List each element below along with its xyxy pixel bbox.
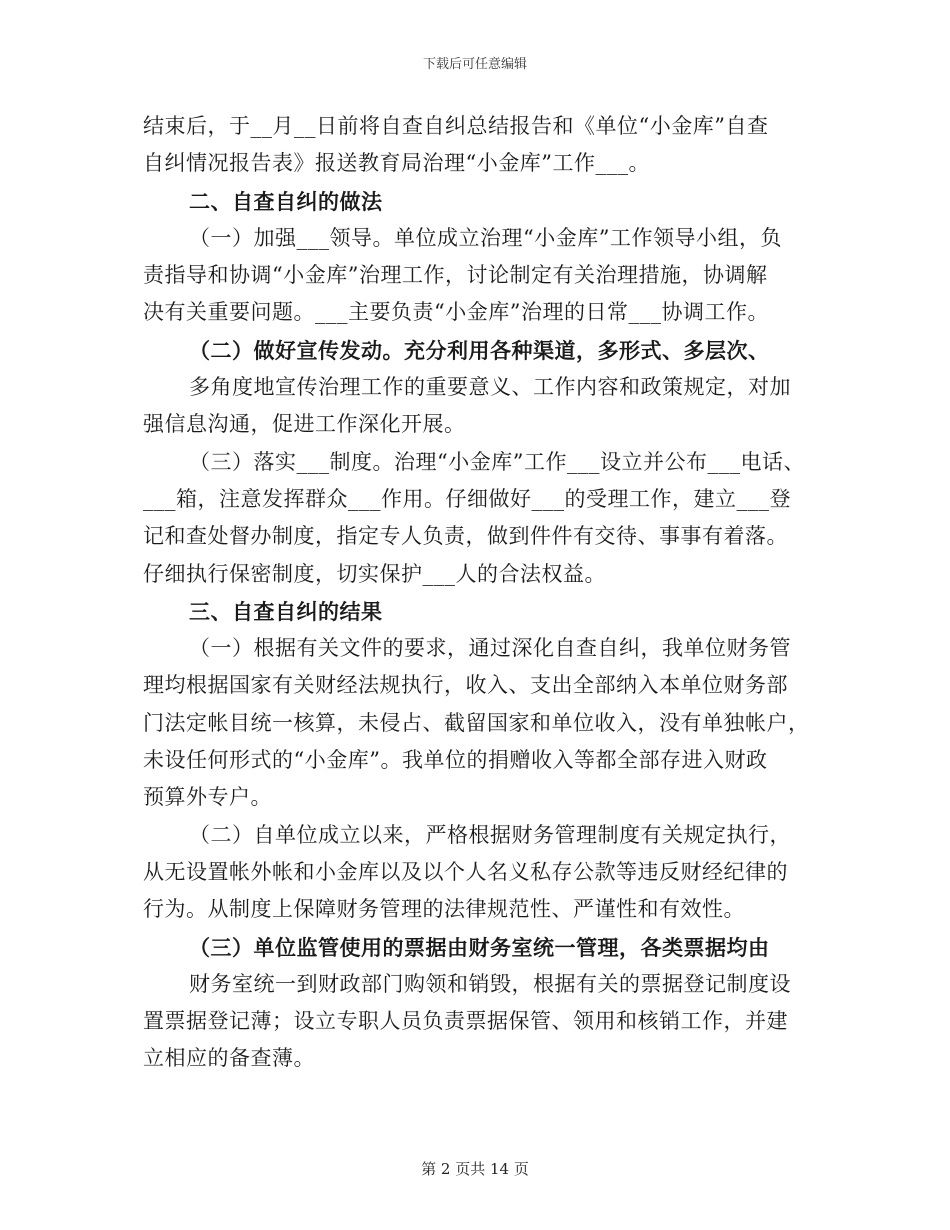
subsection-heading: （二）做好宣传发动。充分利用各种渠道，多形式、多层次、	[189, 337, 770, 363]
body-line: 仔细执行保密制度，切实保护___人的合法权益。	[143, 561, 606, 586]
body-line: 多角度地宣传治理工作的重要意义、工作内容和政策规定，对加	[189, 375, 791, 400]
document-body	[143, 108, 823, 1078]
body-line: 置票据登记薄；设立专职人员负责票据保管、领用和核销工作，并建	[143, 1009, 788, 1034]
body-line: （三）落实___制度。治理“小金库”工作___设立并公布___电话、	[189, 449, 805, 474]
body-line: 预算外专户。	[143, 785, 272, 810]
body-line: （一）加强___领导。单位成立治理“小金库”工作领导小组，负	[189, 225, 782, 250]
body-line: （二）自单位成立以来，严格根据财务管理制度有关规定执行，	[189, 822, 791, 847]
body-line: 理均根据国家有关财经法规执行，收入、支出全部纳入本单位财务部	[143, 673, 788, 698]
body-line: 立相应的备查薄。	[143, 1046, 315, 1071]
body-line: 决有关重要问题。___主要负责“小金库”治理的日常___协调工作。	[143, 300, 769, 325]
section-heading: 二、自查自纠的做法	[189, 188, 383, 214]
body-line: 财务室统一到财政部门购领和销毁，根据有关的票据登记制度设	[189, 971, 791, 996]
body-line: （一）根据有关文件的要求，通过深化自查自纠，我单位财务管	[189, 636, 791, 661]
body-line: 从无设置帐外帐和小金库以及以个人名义私存公款等违反财经纪律的	[143, 859, 788, 884]
body-line: 记和查处督办制度，指定专人负责，做到件件有交待、事事有着落。	[143, 524, 788, 549]
body-line: 行为。从制度上保障财务管理的法律规范性、严谨性和有效性。	[143, 897, 745, 922]
body-line: 责指导和协调“小金库”治理工作，讨论制定有关治理措施，协调解	[143, 263, 768, 288]
body-line: 自纠情况报告表》报送教育局治理“小金库”工作___。	[143, 151, 650, 176]
body-line: 结束后，于__月__日前将自查自纠总结报告和《单位“小金库”自查	[143, 114, 769, 138]
body-line: ___箱，注意发挥群众___作用。仔细做好___的受理工作，建立___登	[143, 486, 791, 511]
page-header: 下载后可任意编辑	[422, 57, 527, 72]
section-heading: 三、自查自纠的结果	[189, 598, 383, 624]
body-line: 门法定帐目统一核算，未侵占、截留国家和单位收入，没有单独帐户，	[143, 710, 810, 735]
page-footer: 第 2 页共 14 页	[421, 1160, 529, 1178]
subsection-heading: （三）单位监管使用的票据由财务室统一管理，各类票据均由	[189, 934, 770, 960]
body-line: 未设任何形式的“小金库”。我单位的捐赠收入等都全部存进入财政	[143, 748, 768, 773]
body-line: 强信息沟通，促进工作深化开展。	[143, 412, 466, 437]
